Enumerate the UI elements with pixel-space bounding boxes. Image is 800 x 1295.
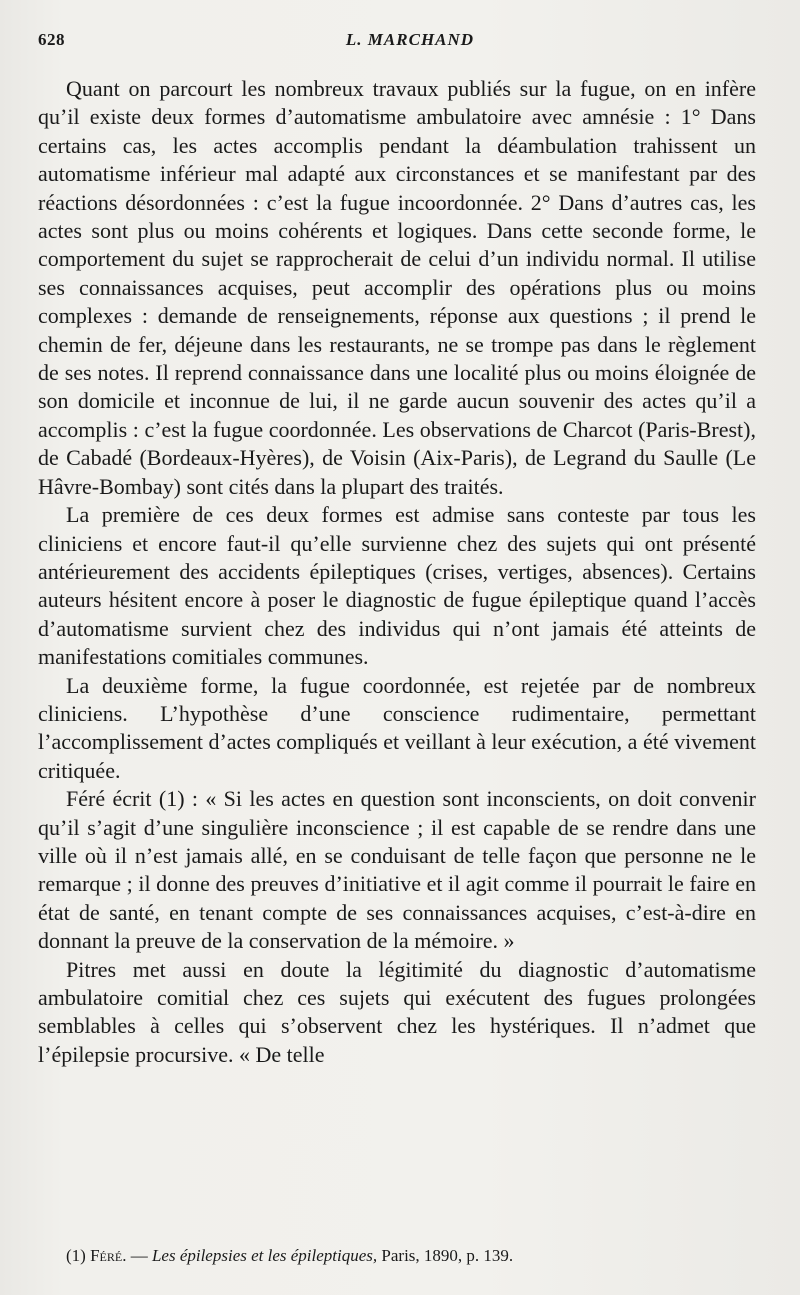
footnote-marker: (1) — [66, 1246, 86, 1265]
paragraph: Quant on parcourt les nombreux travaux publiés sur la fugue, on en infère qu’il existe deux formes d’automatisme ambulatoire avec amnésie : 1° Dans certains cas, les actes accomplis pendant la déambulation trahissent un automatisme inférieur mal adapté aux circonstances et se manifestant par des réactions désordonnées : c’est la fugue incoordonnée. 2° Dans d’autres cas, les actes sont plus ou moins cohérents et logiques. Dans cette seconde forme, le comportement du sujet se rapprocherait de celui d’un individu normal. Il utilise ses connaissances acquises, peut accomplir des opérations plus ou moins complexes : demande de renseignements, réponse aux questions ; il prend le chemin de fer, déjeune dans les restaurants, ne se trompe pas dans le règlement de ses notes. Il reprend connaissance dans une localité plus ou moins éloignée de son domicile et inconnue de lui, il ne garde aucun souvenir des actes qu’il a accomplis : c’est la fugue coordonnée. Les observations de Charcot (Paris-Brest), de Cabadé (Bordeaux-Hyères), de Voisin (Aix-Paris), de Legrand du Saulle (Le Hâvre-Bombay) sont cités dans la plupart des traités. — [38, 76, 756, 499]
running-head: L. MARCHAND — [345, 30, 475, 49]
footnote — [66, 1245, 756, 1267]
paragraph: Féré écrit (1) : « Si les actes en question sont inconscients, on doit convenir qu’il s’agit d’une singulière inconscience ; il est capable de se rendre dans une ville où il n’est jamais allé, en se conduisant de telle façon que personne ne le remarque ; il donne des preuves d’initiative et il agit comme il pourrait le faire en état de santé, en tenant compte de ses connaissances acquises, c’est-à-dire en donnant la preuve de la conservation de la mémoire. » — [38, 786, 756, 954]
page-header — [38, 30, 760, 54]
page-number: 628 — [38, 30, 65, 49]
body-text — [38, 75, 756, 1069]
footnote-dash: — — [130, 1246, 148, 1265]
paragraph: Pitres met aussi en doute la légitimité du diagnostic d’automatisme ambulatoire comitial chez ces sujets qui exécutent des fugues prolongées semblables à celles qui s’observent chez les hystériques. Il n’admet que l’épilepsie procursive. « De telle — [38, 956, 756, 1067]
footnote-author: Féré. — [90, 1246, 127, 1265]
footnote-details: Paris, 1890, p. 139. — [381, 1246, 514, 1265]
paragraph: La deuxième forme, la fugue coordonnée, est rejetée par de nombreux cliniciens. L’hypothèse d’une conscience rudimentaire, permettant l’accomplissement d’actes compliqués et veillant à leur exécution, a été vivement critiquée. — [38, 672, 756, 783]
paragraph: La première de ces deux formes est admise sans conteste par tous les cliniciens et encore faut-il qu’elle survienne chez des sujets qui ont présenté antérieurement des accidents épileptiques (crises, vertiges, absences). Certains auteurs hésitent encore à poser le diagnostic de fugue épileptique quand l’accès d’automatisme survient chez des individus qui n’ont jamais été atteints de manifestations comitiales communes. — [38, 502, 756, 670]
footnote-title: Les épilepsies et les épileptiques, — [151, 1246, 378, 1265]
